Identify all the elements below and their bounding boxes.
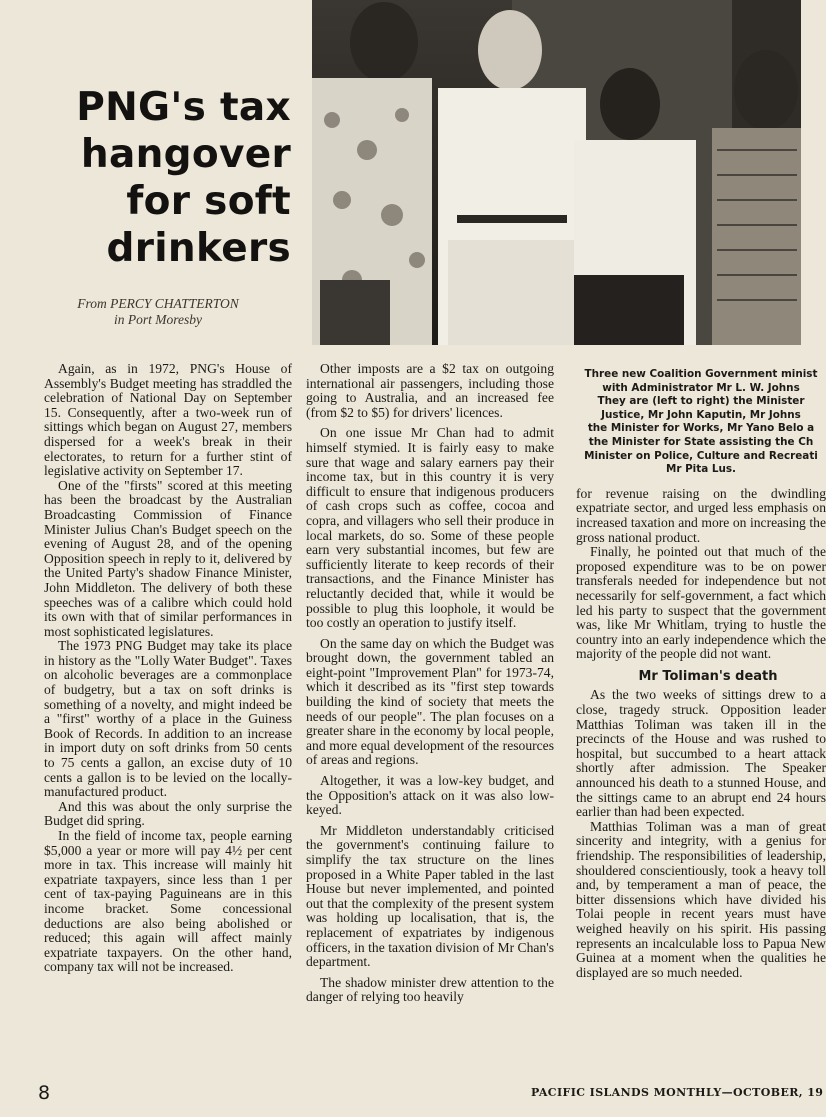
paragraph: Mr Middleton understandably criticised the government's continuing failure to simplify the tax structure on the lines proposed in a White Paper tabled in the last House but never implemented, and pointed out that the complexity of the present system was holding up localisation, that is, the replacement of expatriates by indigenous officers, in the taxation division of Mr Chan's department. [306, 822, 554, 970]
paragraph: Finally, he pointed out that much of the proposed expenditure was to be on power transferals needed for independence but not necessarily for self-government, a fact which led his party to suspect that the government was, like Mr Whitlam, trying to hustle the country into an early independence which the majority of the people did not want. [576, 544, 826, 662]
paragraph: On the same day on which the Budget was brought down, the government tabled an eight-point "Improvement Plan" for 1973-74, which it described as its "first step towards building the kind of society that meets the needs of our people". The plan focuses on a greater share in the economy by local people, and more equal development of the resources of areas and regions. [306, 635, 554, 768]
paragraph: The shadow minister drew attention to the danger of relying too heavily [306, 974, 554, 1005]
article-column-2 [306, 362, 554, 1005]
section-subheading: Mr Toliman's death [638, 668, 778, 684]
page-number: 8 [38, 1082, 51, 1104]
photo-caption [576, 368, 826, 477]
paragraph: In the field of income tax, people earning $5,000 a year or more will pay 4½ per cent more in tax. This increase will mainly hit expatriate taxpayers, since less than 1 per cent of tax-paying Paguineans are in this income bracket. Some concessional deductions are also being abolished or reduced; this again will affect mainly expatriate taxpayers. On the other hand, company tax will not be increased. [44, 828, 292, 975]
group-photo [312, 0, 801, 345]
paragraph: One of the "firsts" scored at this meeting has been the broadcast by the Australian Broadcasting Commission of Finance Minister Julius Chan's Budget speech on the evening of August 28, and of the opening Opposition speech in reply to it, delivered by the United Party's shadow Finance Minister, John Middleton. The delivery of both these speeches was of a calibre which could hold its own with that of similar performances in most sophisticated legislatures. [44, 477, 292, 639]
caption-line: They are (left to right) the Minister [597, 395, 805, 408]
byline-author: From PERCY CHATTERTON [77, 296, 239, 311]
caption-line: with Administrator Mr L. W. Johns [602, 381, 800, 394]
page-footer [0, 1080, 824, 1110]
headline-line: hangover [80, 132, 291, 177]
paragraph: Other imposts are a $2 tax on outgoing international air passengers, including those going to Australia, and an increased fee (from $2 to $5) for drivers' licences. [306, 361, 554, 420]
headline-line: drinkers [106, 226, 291, 271]
paragraph: for revenue raising on the dwindling expatriate sector, and urged less emphasis on increased taxation and more on increasing the gross national product. [576, 485, 826, 545]
paragraph: And this was about the only surprise the Budget did spring. [44, 798, 292, 829]
caption-line: Three new Coalition Government minist [584, 368, 818, 380]
paragraph: The 1973 PNG Budget may take its place in history as the "Lolly Water Budget". Taxes on alcoholic beverages are a commonplace of budgetry, but a tax on soft drinks is something of a novelty, and might indeed be a "first" worthy of a place in the Guiness Book of Records. In addition to an increase in import duty on soft drinks from 50 cents to 75 cents a gallon, an excise duty of 10 cents a gallon is to be levied on the locally-manufactured product. [44, 638, 292, 800]
paragraph: Altogether, it was a low-key budget, and the Opposition's attack on it was also low-keyed. [306, 773, 554, 818]
caption-line: the Minister for State assisting the Ch [588, 435, 814, 448]
headline-line: for soft [126, 179, 291, 224]
masthead: PACIFIC ISLANDS MONTHLY—OCTOBER, 19 [531, 1086, 824, 1099]
article-column-1 [44, 362, 292, 975]
byline-location: in Port Moresby [114, 312, 202, 327]
paragraph: On one issue Mr Chan had to admit himself stymied. It is fairly easy to make sure that wage and salary earners pay their income tax, but in this country it is very difficult to ensure that indigenous producers of cash crops such as coffee, cocoa and copra, and villagers who sell their produce in local markets, do so. Some of these people earn very substantial incomes, but few are sufficiently literate to keep records of their transactions, and the Finance Minister has reluctantly decided that, while it would be possible to plug this loophole, it would be too costly an operation to justify itself. [306, 425, 554, 631]
byline [40, 296, 276, 328]
paragraph: Matthias Toliman was a man of great sincerity and integrity, with a genius for friendship. The responsibilities of leadership, shouldered conscientiously, took a heavy toll and, by temperament a man of peace, the bitter dissensions which have divided his Tolai people in recent years must have weighed heavily on his spirit. His passing represents an incalculable loss to Papua New Guinea at a moment when the qualities he displayed are so much needed. [576, 818, 826, 980]
caption-line: Mr Pita Lus. [665, 463, 736, 476]
caption-line: Minister on Police, Culture and Recreati [584, 449, 818, 462]
paragraph: As the two weeks of sittings drew to a close, tragedy struck. Opposition leader Matthias Toliman was taken ill in the precincts of the House and was rushed to hospital, but succumbed to a heart attack shortly after admission. The Speaker announced his death to a stunned House, and the sittings came to an abrupt end 24 hours earlier than had been expected. [576, 687, 826, 820]
headline [76, 84, 291, 272]
caption-line: the Minister for Works, Mr Yano Belo a [587, 422, 815, 435]
paragraph: Again, as in 1972, PNG's House of Assembly's Budget meeting has straddled the celebration of National Day on September 15. Consequently, after a two-week run of sittings which began on August 27, members dispersed for a week's break in their electorates, to return for a further stint of legislative activity on September 17. [44, 361, 292, 479]
article-column-3 [576, 368, 826, 1078]
caption-line: Justice, Mr John Kaputin, Mr Johns [601, 408, 801, 421]
headline-line: PNG's tax [76, 85, 291, 130]
photo-illustration [312, 0, 801, 345]
